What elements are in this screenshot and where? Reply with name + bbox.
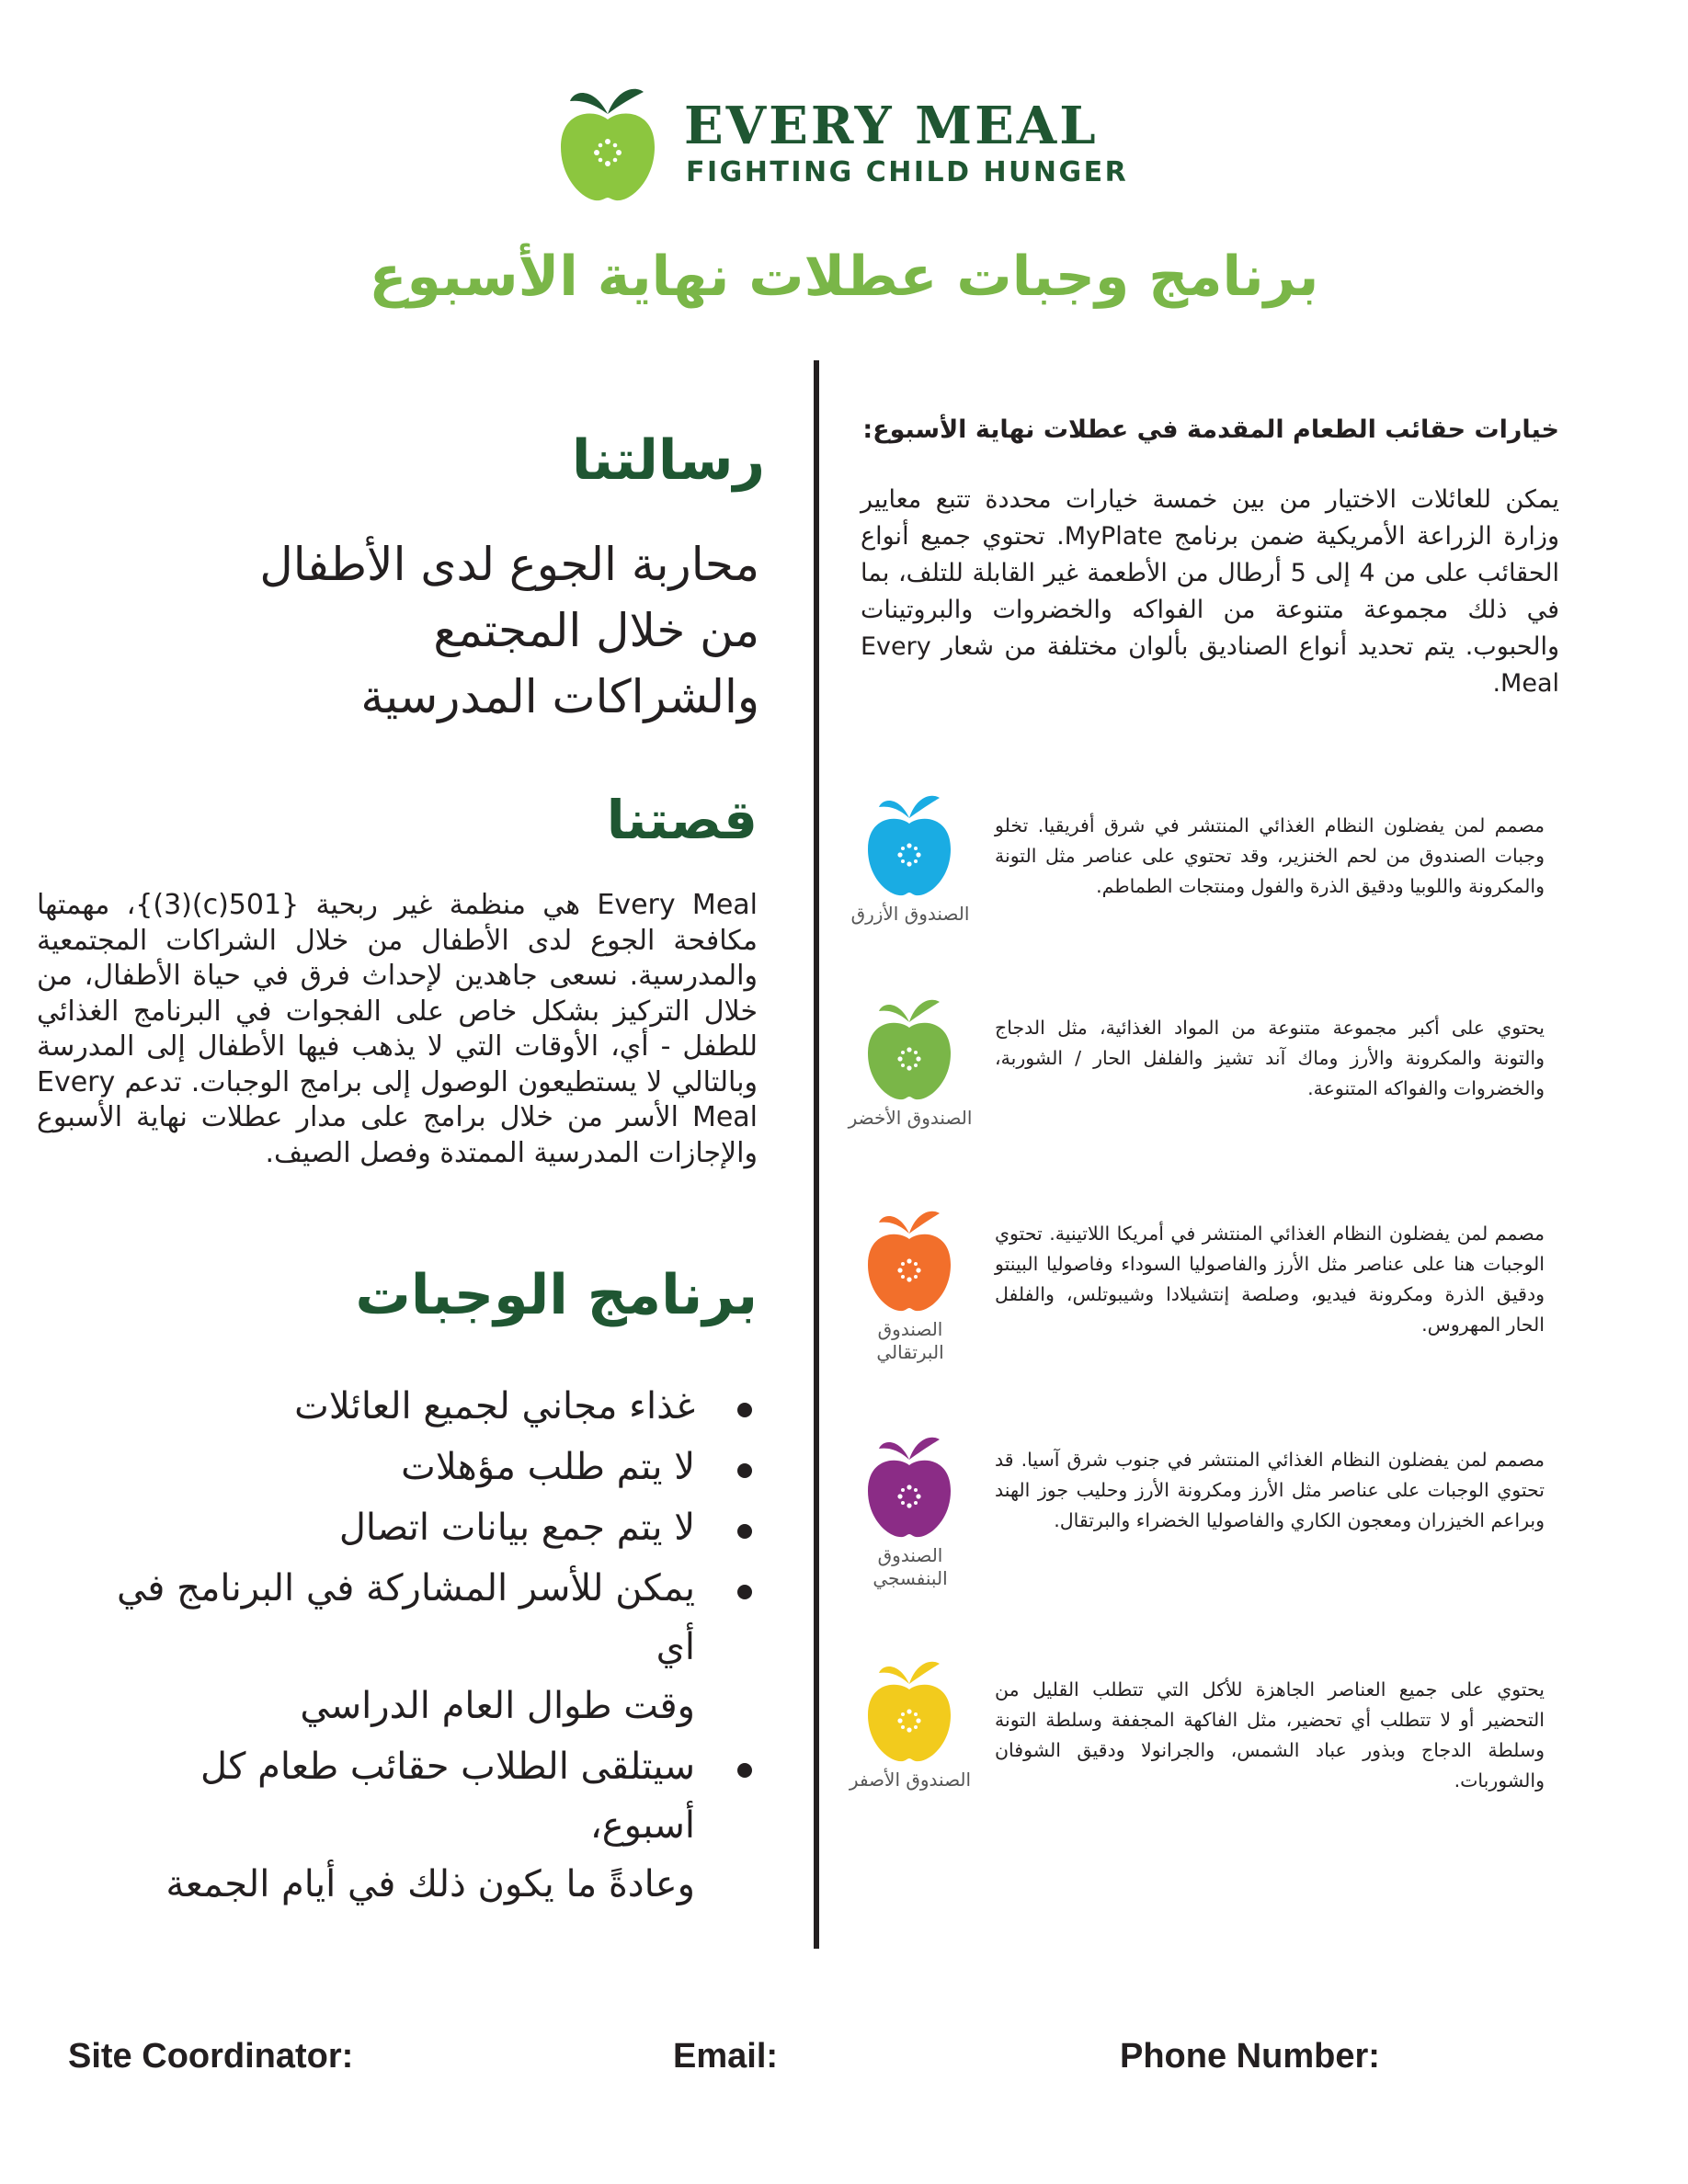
program-features-list bbox=[116, 1377, 759, 1916]
program-heading: برنامج الوجبات bbox=[355, 1263, 758, 1327]
list-item: لا يتم جمع بيانات اتصال bbox=[116, 1498, 759, 1557]
mission-heading: رسالتنا bbox=[571, 428, 765, 493]
bullet-icon bbox=[737, 1524, 752, 1539]
every-meal-apple-logo bbox=[557, 81, 658, 204]
bullet-icon bbox=[737, 1763, 752, 1778]
story-paragraph: Every Meal هي منظمة غير ربحية {501(c)(3)}، مهمتها مكافحة الجوع لدى الأطفال من خلال الشراكات المجتمعية والمدرسية. نسعى جاهدين لإحداث فرق في حياة الأطفال، من خلال التركيز بشكل خاص على الفجوات في البرنامج الغذائي للطفل - أي، الأوقات التي لا يذهب فيها الأطفال إلى المدرسة وبالتالي لا يستطيعون الوصول إلى برامج الوجبات. تدعم Every Meal الأسر من خلال برامج على مدار عطلات نهاية الأسبوع والإجازات المدرسية الممتدة وفصل الصيف. bbox=[37, 889, 758, 1169]
box-description: يحتوي على أكبر مجموعة متنوعة من المواد الغذائية، مثل الدجاج والتونة والمكرونة والأرز وماك آند تشيز والفلفل الحار / الشوربة، والخضروات والفواكه المتنوعة. bbox=[995, 1017, 1545, 1099]
box-description: مصمم لمن يفضلون النظام الغذائي المنتشر في شرق أفريقيا. تخلو وجبات الصندوق من لحم الخنزير، وقد تحتوي على عناصر مثل التونة والمكرونة واللوبيا ودقيق الذرة والفول ومنتجات الطماطم. bbox=[995, 814, 1545, 897]
list-item: سيتلقى الطلاب حقائب طعام كل أسبوع، وعادةً ما يكون ذلك في أيام الجمعة bbox=[116, 1737, 759, 1914]
email-label: Email: bbox=[673, 2037, 779, 2076]
brand-name: EVERY MEAL bbox=[684, 96, 1099, 156]
bag-options-description: يمكن للعائلات الاختيار من بين خمسة خيارات محددة تتبع معايير وزارة الزراعة الأمريكية ضمن برنامج MyPlate. تحتوي جميع أنواع الحقائب على من 4 إلى 5 أرطال من الأطعمة غير القابلة للتلف، بما في ذلك مجموعة متنوعة من الفواكه والخضروات والبروتينات والحبوب. يتم تحديد أنواع الصناديق بألوان مختلفة من شعار Every Meal. bbox=[861, 485, 1559, 698]
yellow-apple-icon bbox=[864, 1656, 954, 1765]
blue-apple-icon bbox=[864, 791, 954, 899]
box-description: يحتوي على جميع العناصر الجاهزة للأكل التي تتطلب القليل من التحضير أو لا تتطلب أي تحضير، مثل الفاكهة المجففة وسلطة التونة وسلطة الدجاج وبذور عباد الشمس، والجرانولا ودقيق الشوفان والشوربات. bbox=[995, 1678, 1545, 1792]
column-divider bbox=[814, 360, 819, 1949]
bag-options-heading: خيارات حقائب الطعام المقدمة في عطلات نهاية الأسبوع: bbox=[862, 415, 1559, 444]
green-apple-icon bbox=[864, 995, 954, 1103]
purple-apple-icon bbox=[864, 1432, 954, 1541]
bullet-icon bbox=[737, 1403, 752, 1417]
box-label: الصندوق البنفسجي bbox=[873, 1544, 948, 1589]
mission-line: من خلال المجتمع bbox=[433, 604, 759, 657]
phone-number-label: Phone Number: bbox=[1120, 2037, 1380, 2076]
brand-tagline: FIGHTING CHILD HUNGER bbox=[686, 156, 1129, 188]
bullet-icon bbox=[737, 1463, 752, 1478]
box-label: الصندوق الأزرق bbox=[850, 903, 970, 925]
mission-line: محاربة الجوع لدى الأطفال bbox=[259, 538, 759, 591]
box-label: الصندوق الأخضر bbox=[848, 1107, 973, 1129]
list-item: يمكن للأسر المشاركة في البرنامج في أي وقت طوال العام الدراسي bbox=[116, 1559, 759, 1735]
box-label: الصندوق الأصفر bbox=[849, 1769, 972, 1791]
bullet-icon bbox=[737, 1585, 752, 1599]
mission-statement bbox=[116, 531, 759, 730]
mission-line: والشراكات المدرسية bbox=[360, 670, 759, 723]
list-item: غذاء مجاني لجميع العائلات bbox=[116, 1377, 759, 1436]
box-description: مصمم لمن يفضلون النظام الغذائي المنتشر في جنوب شرق آسيا. قد تحتوي الوجبات على عناصر مثل الأرز ومكرونة الأرز وحليب جوز الهند وبراعم الخيزران ومعجون الكاري والفاصوليا الخضراء والبرتقال. bbox=[995, 1449, 1545, 1531]
page-title: برنامج وجبات عطلات نهاية الأسبوع bbox=[369, 245, 1319, 309]
story-heading: قصتنا bbox=[606, 789, 758, 851]
site-coordinator-label: Site Coordinator: bbox=[68, 2037, 354, 2076]
box-description: مصمم لمن يفضلون النظام الغذائي المنتشر في أمريكا اللاتينية. تحتوي الوجبات هنا على عناصر مثل الأرز والفاصوليا السوداء وفاصوليا البينتو ودقيق الذرة ومكرونة فيديو، وصلصة إنتشيلادا وشيبوتلس، والفلفل الحار المهروس. bbox=[995, 1223, 1545, 1336]
list-item: لا يتم طلب مؤهلات bbox=[116, 1438, 759, 1496]
orange-apple-icon bbox=[864, 1206, 954, 1314]
box-label: الصندوق البرتقالي bbox=[876, 1318, 944, 1363]
